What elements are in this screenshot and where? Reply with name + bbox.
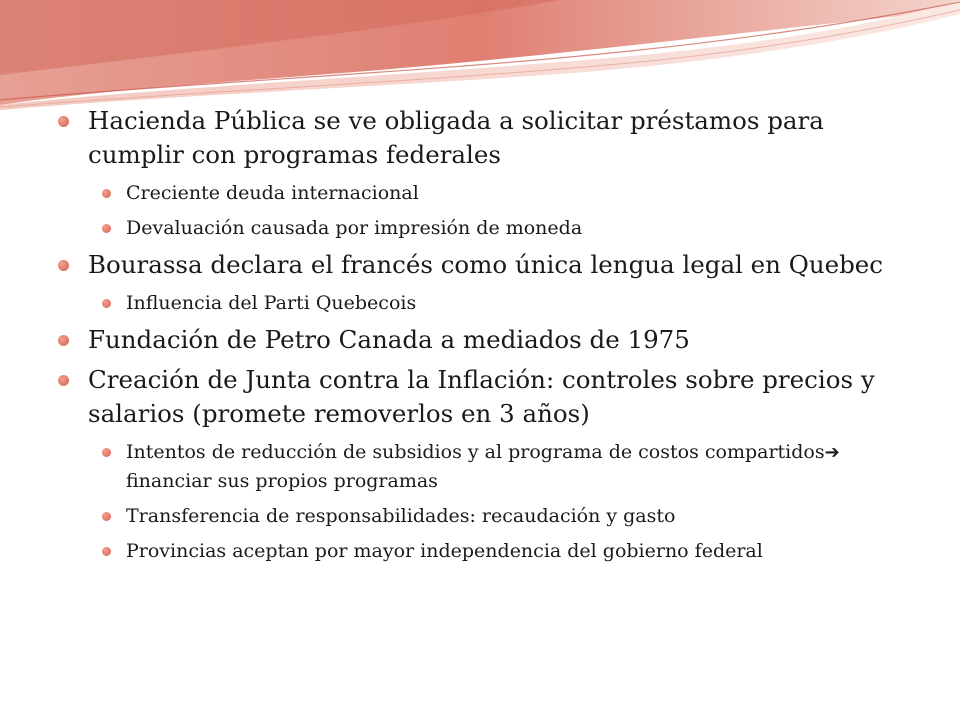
bullet-item (58, 363, 918, 431)
sub-bullet-text: Provincias aceptan por mayor independencia del gobierno federal (126, 540, 763, 562)
sub-bullet-item (58, 438, 918, 495)
sub-bullet-text: Devaluación causada por impresión de moneda (126, 217, 583, 239)
sub-bullet-item (58, 289, 918, 317)
sub-bullet-item (58, 502, 918, 530)
bullet-dot-icon (102, 299, 111, 308)
bullet-dot-icon (102, 512, 111, 521)
bullet-item (58, 323, 918, 357)
bullet-dot-icon (58, 335, 69, 346)
bullet-text: Fundación de Petro Canada a mediados de 1975 (88, 325, 690, 354)
bullet-dot-icon (102, 547, 111, 556)
sub-bullet-text: Intentos de reducción de subsidios y al programa de costos compartidos (126, 441, 825, 463)
bullet-text: Hacienda Pública se ve obligada a solicitar préstamos para cumplir con programas federales (88, 106, 824, 169)
arrow-right-icon: ➔ (824, 442, 840, 463)
header-wave-decoration (0, 0, 960, 110)
bullet-dot-icon (58, 260, 69, 271)
bullet-dot-icon (58, 375, 69, 386)
bullet-list (58, 98, 918, 565)
bullet-dot-icon (102, 224, 111, 233)
bullet-text: Bourassa declara el francés como única lengua legal en Quebec (88, 250, 884, 279)
sub-bullet-text: Influencia del Parti Quebecois (126, 292, 417, 314)
bullet-text: Creación de Junta contra la Inflación: controles sobre precios y salarios (promete removerlos en 3 años) (88, 365, 875, 428)
sub-bullet-item (58, 214, 918, 242)
sub-bullet-continuation: financiar sus propios programas (126, 470, 438, 492)
sub-bullet-item (58, 537, 918, 565)
bullet-dot-icon (102, 189, 111, 198)
bullet-dot-icon (58, 116, 69, 127)
sub-bullet-text: Transferencia de responsabilidades: recaudación y gasto (126, 505, 676, 527)
sub-bullet-text: Creciente deuda internacional (126, 182, 419, 204)
bullet-item (58, 104, 918, 172)
sub-bullet-item (58, 179, 918, 207)
bullet-dot-icon (102, 448, 111, 457)
bullet-item (58, 248, 918, 282)
